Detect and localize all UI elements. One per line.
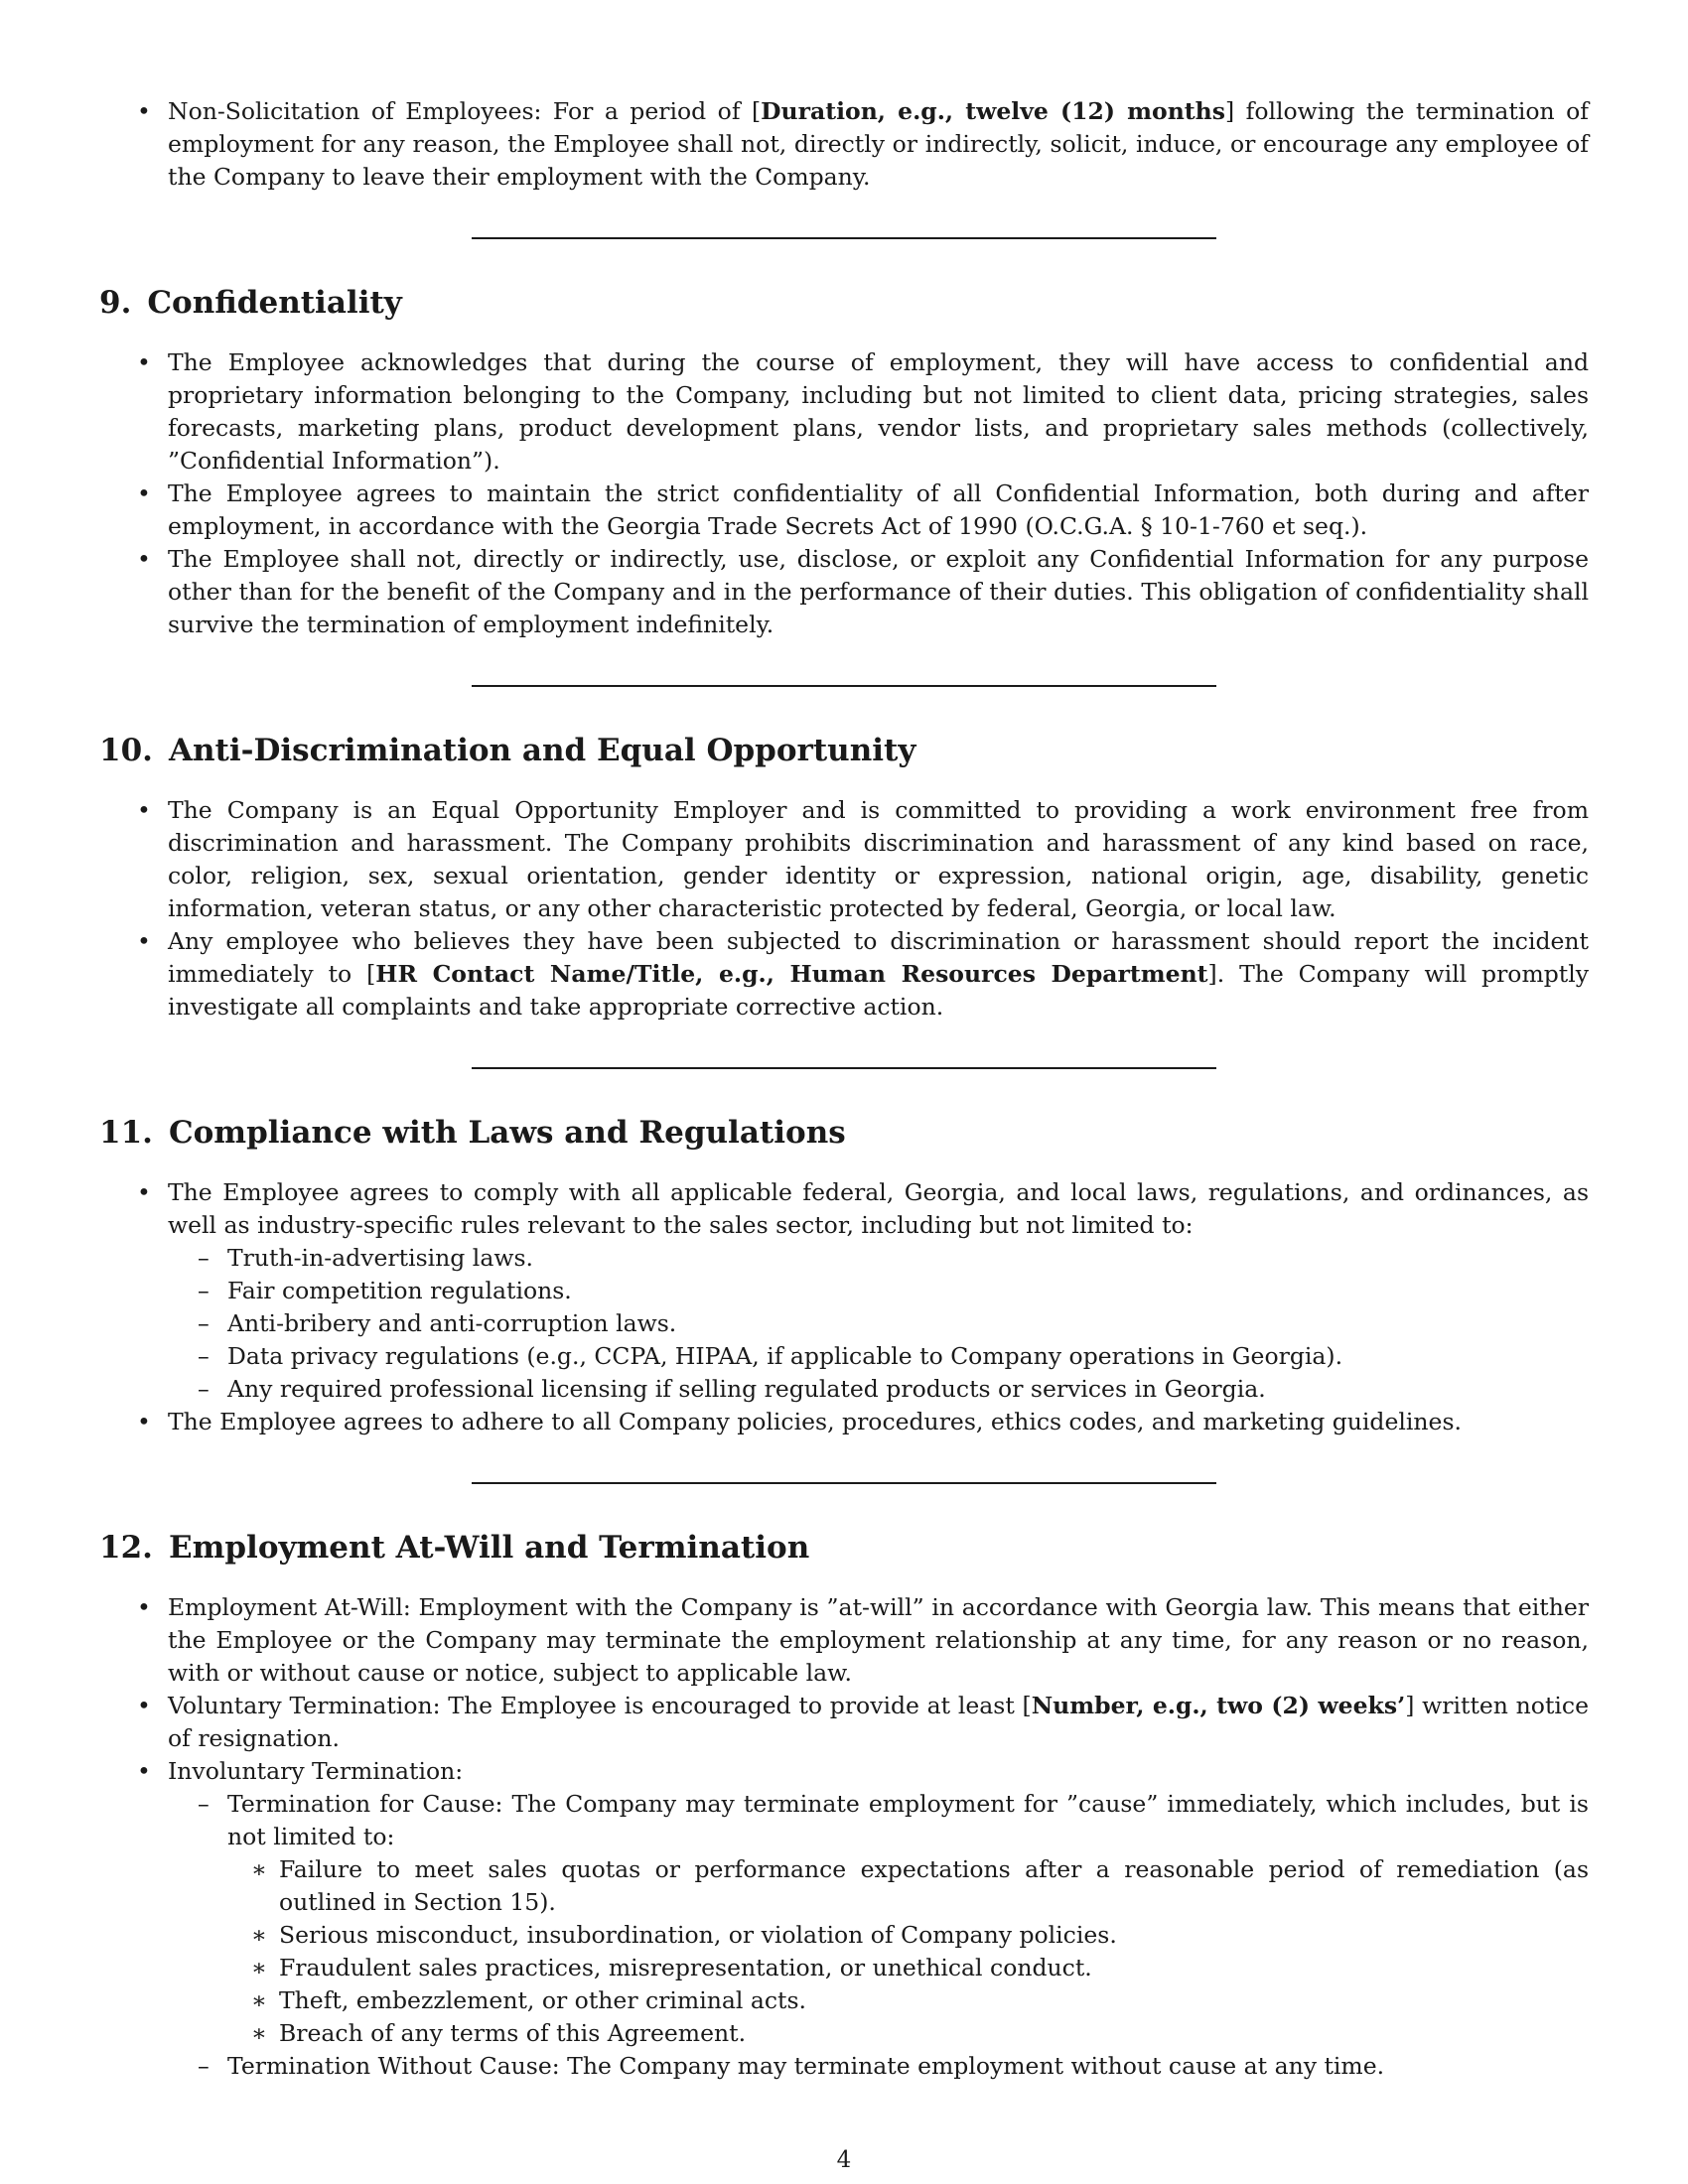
list-item: • The Employee agrees to maintain the strict confidentiality of all Confidential Information, both during and after employment, in accordance with the Georgia Trade Secrets Act of 1990 (O.C.G.A. § 10-1-760 et seq.). [99,478,1589,543]
item-text-end: ] written notice of resignation. [168,1692,1589,1752]
sub-list-item: – Termination Without Cause: The Company may terminate employment without cause at any time. [168,2050,1589,2083]
section-title: Confidentiality [147,285,402,321]
sub-list-item: – Data privacy regulations (e.g., CCPA, HIPAA, if applicable to Company operations in Georgia). [168,1340,1589,1373]
sub-list [168,1242,1589,1406]
item-text: Involuntary Termination: [168,1757,464,1785]
hr-contact-placeholder: HR Contact Name/Title, e.g., Human Resources Department [375,960,1208,988]
sub-list-item: – Anti-bribery and anti-corruption laws. [168,1307,1589,1340]
section-number: 9. [99,285,132,321]
section-number: 10. [99,733,153,768]
sub-sub-list-item: ∗ Breach of any terms of this Agreement. [227,2017,1589,2050]
section-10-list [99,794,1589,1024]
section-title: Compliance with Laws and Regulations [168,1115,846,1151]
list-item: • The Employee agrees to adhere to all Company policies, procedures, ethics codes, and marketing guidelines. [99,1406,1589,1438]
section-9-list [99,346,1589,641]
list-item [99,1755,1589,2083]
section-12-list [99,1591,1589,2083]
sub-sub-list-item: ∗ Fraudulent sales practices, misrepresentation, or unethical conduct. [227,1952,1589,1984]
list-item: • The Employee acknowledges that during the course of employment, they will have access to confidential and proprietary information belonging to the Company, including but not limited to client data, pricing strategies, sales forecasts, marketing plans, product development plans, vendor lists, and proprietary sales methods (collectively, ”Confidential Information”). [99,346,1589,478]
sub-sub-list [227,1853,1589,2050]
item-text-end: ]. The Company will promptly investigate all complaints and take appropriate corrective action. [168,960,1590,1021]
item-text: Any employee who believes they have been subjected to discrimination or harassment should report the incident immediately to [ [168,927,1589,988]
section-11-list [99,1176,1589,1438]
notice-period-placeholder: Number, e.g., two (2) weeks’ [1031,1692,1406,1719]
nonsolicit-text: Non-Solicitation of Employees: For a period of [ [168,97,762,125]
list-item: • The Company is an Equal Opportunity Employer and is committed to providing a work environment free from discrimination and harassment. The Company prohibits discrimination and harassment of any kind based on race, color, religion, sex, sexual orientation, gender identity or expression, national origin, age, disability, genetic information, veteran status, or any other characteristic protected by federal, Georgia, or local law. [99,794,1589,925]
sub-list-item: – Fair competition regulations. [168,1275,1589,1307]
section-divider [472,1482,1216,1484]
sub-list-item: – Truth-in-advertising laws. [168,1242,1589,1275]
nonsolicit-text-end: ] following the termination of employment for any reason, the Employee shall not, directly or indirectly, solicit, induce, or encourage any employee of the Company to leave their employment with the Company. [168,97,1589,191]
section-title: Anti-Discrimination and Equal Opportunity [168,733,916,768]
page-content [99,95,1589,2083]
list-item [99,1176,1589,1406]
section-divider [472,237,1216,239]
sub-list [168,1788,1589,2083]
section-9-heading [99,283,1589,323]
sub-list-item [168,1788,1589,2050]
list-item [99,925,1589,1024]
item-text: Voluntary Termination: The Employee is encouraged to provide at least [ [168,1692,1032,1719]
section-divider [472,1067,1216,1069]
section-12-heading [99,1528,1589,1568]
nonsolicit-duration-placeholder: Duration, e.g., twelve (12) months [761,97,1225,125]
page-number: 4 [836,2147,852,2173]
nonsolicit-list [99,95,1589,194]
section-title: Employment At-Will and Termination [168,1530,810,1566]
section-11-heading [99,1113,1589,1153]
section-number: 12. [99,1530,153,1566]
section-number: 11. [99,1115,153,1151]
sub-sub-list-item: ∗ Serious misconduct, insubordination, or violation of Company policies. [227,1919,1589,1952]
list-item: • The Employee shall not, directly or indirectly, use, disclose, or exploit any Confidential Information for any purpose other than for the benefit of the Company and in the performance of their duties. This obligation of confidentiality shall survive the termination of employment indefinitely. [99,543,1589,641]
list-item: • Employment At-Will: Employment with the Company is ”at-will” in accordance with Georgia law. This means that either the Employee or the Company may terminate the employment relationship at any time, for any reason or no reason, with or without cause or notice, subject to applicable law. [99,1591,1589,1690]
sub-list-item: – Any required professional licensing if selling regulated products or services in Georgia. [168,1373,1589,1406]
sub-sub-list-item: ∗ Theft, embezzlement, or other criminal acts. [227,1984,1589,2017]
nonsolicit-item [99,95,1589,194]
section-divider [472,685,1216,687]
section-10-heading [99,731,1589,770]
list-item [99,1690,1589,1755]
sub-sub-list-item: ∗ Failure to meet sales quotas or performance expectations after a reasonable period of remediation (as outlined in Section 15). [227,1853,1589,1919]
item-text: The Employee agrees to comply with all applicable federal, Georgia, and local laws, regulations, and ordinances, as well as industry-specific rules relevant to the sales sector, including but not limited to: [168,1178,1589,1239]
item-text: Termination for Cause: The Company may terminate employment for ”cause” immediately, which includes, but is not limited to: [227,1790,1589,1850]
